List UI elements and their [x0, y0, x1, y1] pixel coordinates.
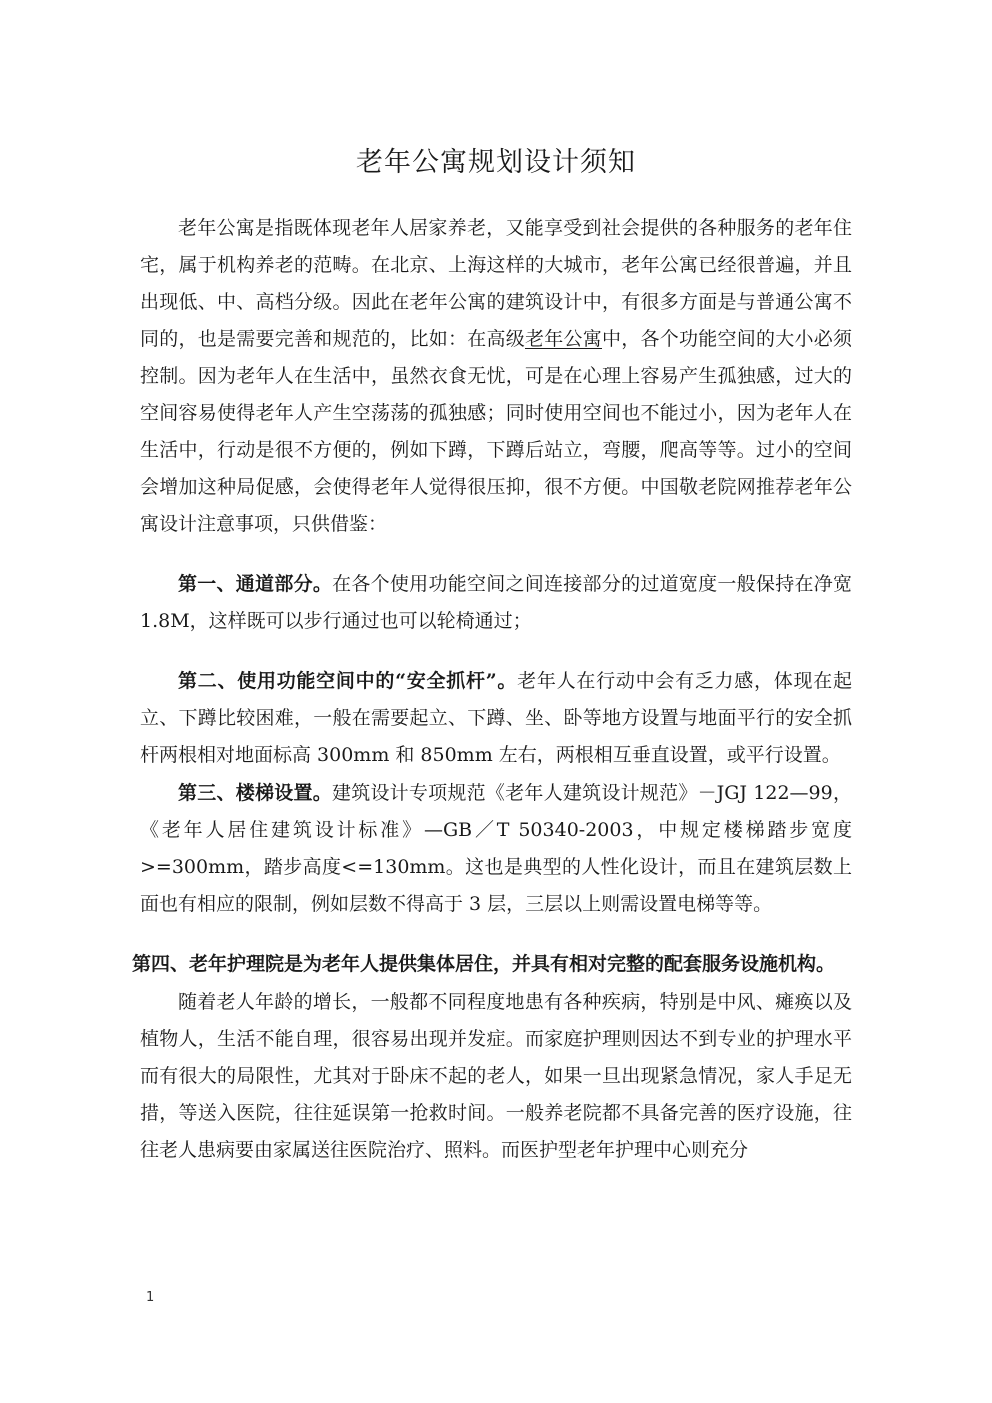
section-3-paragraph: [140, 775, 852, 923]
page-number: 1: [146, 1290, 155, 1305]
document-body: [132, 210, 852, 1169]
document-title: 老年公寓规划设计须知: [356, 147, 636, 178]
section-4-body: 随着老人年龄的增长，一般都不同程度地患有各种疾病，特别是中风、瘫痪以及植物人，生活不能自理，很容易出现并发症。而家庭护理则因达不到专业的护理水平而有很大的局限性，尤其对于卧床不起的老人，如果一旦出现紧急情况，家人手足无措，等送入医院，往往延误第一抢救时间。一般养老院都不具备完善的医疗设施，往往老人患病要由家属送往医院治疗、照料。而医护型老年护理中心则充分: [140, 991, 852, 1161]
section-1-heading: 第一、通道部分。: [178, 573, 333, 595]
intro-paragraph: [140, 210, 852, 543]
section-3-heading: 第三、楼梯设置。: [178, 782, 332, 804]
elderly-apartment-link[interactable]: 老年公寓: [524, 328, 602, 350]
section-3-body: 建筑设计专项规范《老年人建筑设计规范》－JGJ 122—99，《老年人居住建筑设计标准》—GB／T 50340-2003，中规定楼梯踏步宽度>=300mm，踏步高度<=130mm。这也是典型的人性化设计，而且在建筑层数上面也有相应的限制，例如层数不得高于 3 层，三层以上则需设置电梯等等。: [140, 782, 852, 915]
section-1-body: 在各个使用功能空间之间连接部分的过道宽度一般保持在净宽 1.8M，这样既可以步行通过也可以轮椅通过；: [140, 573, 852, 632]
section-4-heading: 第四、老年护理院是为老年人提供集体居住，并具有相对完整的配套服务设施机构。: [132, 953, 836, 975]
section-2-body: 老年人在行动中会有乏力感，体现在起立、下蹲比较困难，一般在需要起立、下蹲、坐、卧等地方设置与地面平行的安全抓杆两根相对地面标高 300mm 和 850mm 左右，两根相互垂直设置，或平行设置。: [140, 670, 852, 766]
section-2-heading: 第二、使用功能空间中的“安全抓杆”。: [178, 670, 518, 692]
intro-text-after-link: 中，各个功能空间的大小必须控制。因为老年人在生活中，虽然衣食无忧，可是在心理上容易产生孤独感，过大的空间容易使得老年人产生空荡荡的孤独感；同时使用空间也不能过小，因为老年人在生活中，行动是很不方便的，例如下蹲，下蹲后站立，弯腰，爬高等等。过小的空间会增加这种局促感，会使得老年人觉得很压抑，很不方便。中国敬老院网推荐老年公寓设计注意事项，只供借鉴：: [140, 328, 852, 535]
intro-text-before-link: 老年公寓是指既体现老年人居家养老，又能享受到社会提供的各种服务的老年住宅，属于机构养老的范畴。在北京、上海这样的大城市，老年公寓已经很普遍，并且出现低、中、高档分级。因此在老年公寓的建筑设计中，有很多方面是与普通公寓不同的，也是需要完善和规范的，比如：在高级: [140, 217, 852, 350]
section-1-paragraph: [140, 566, 852, 640]
section-2-paragraph: [140, 663, 852, 774]
